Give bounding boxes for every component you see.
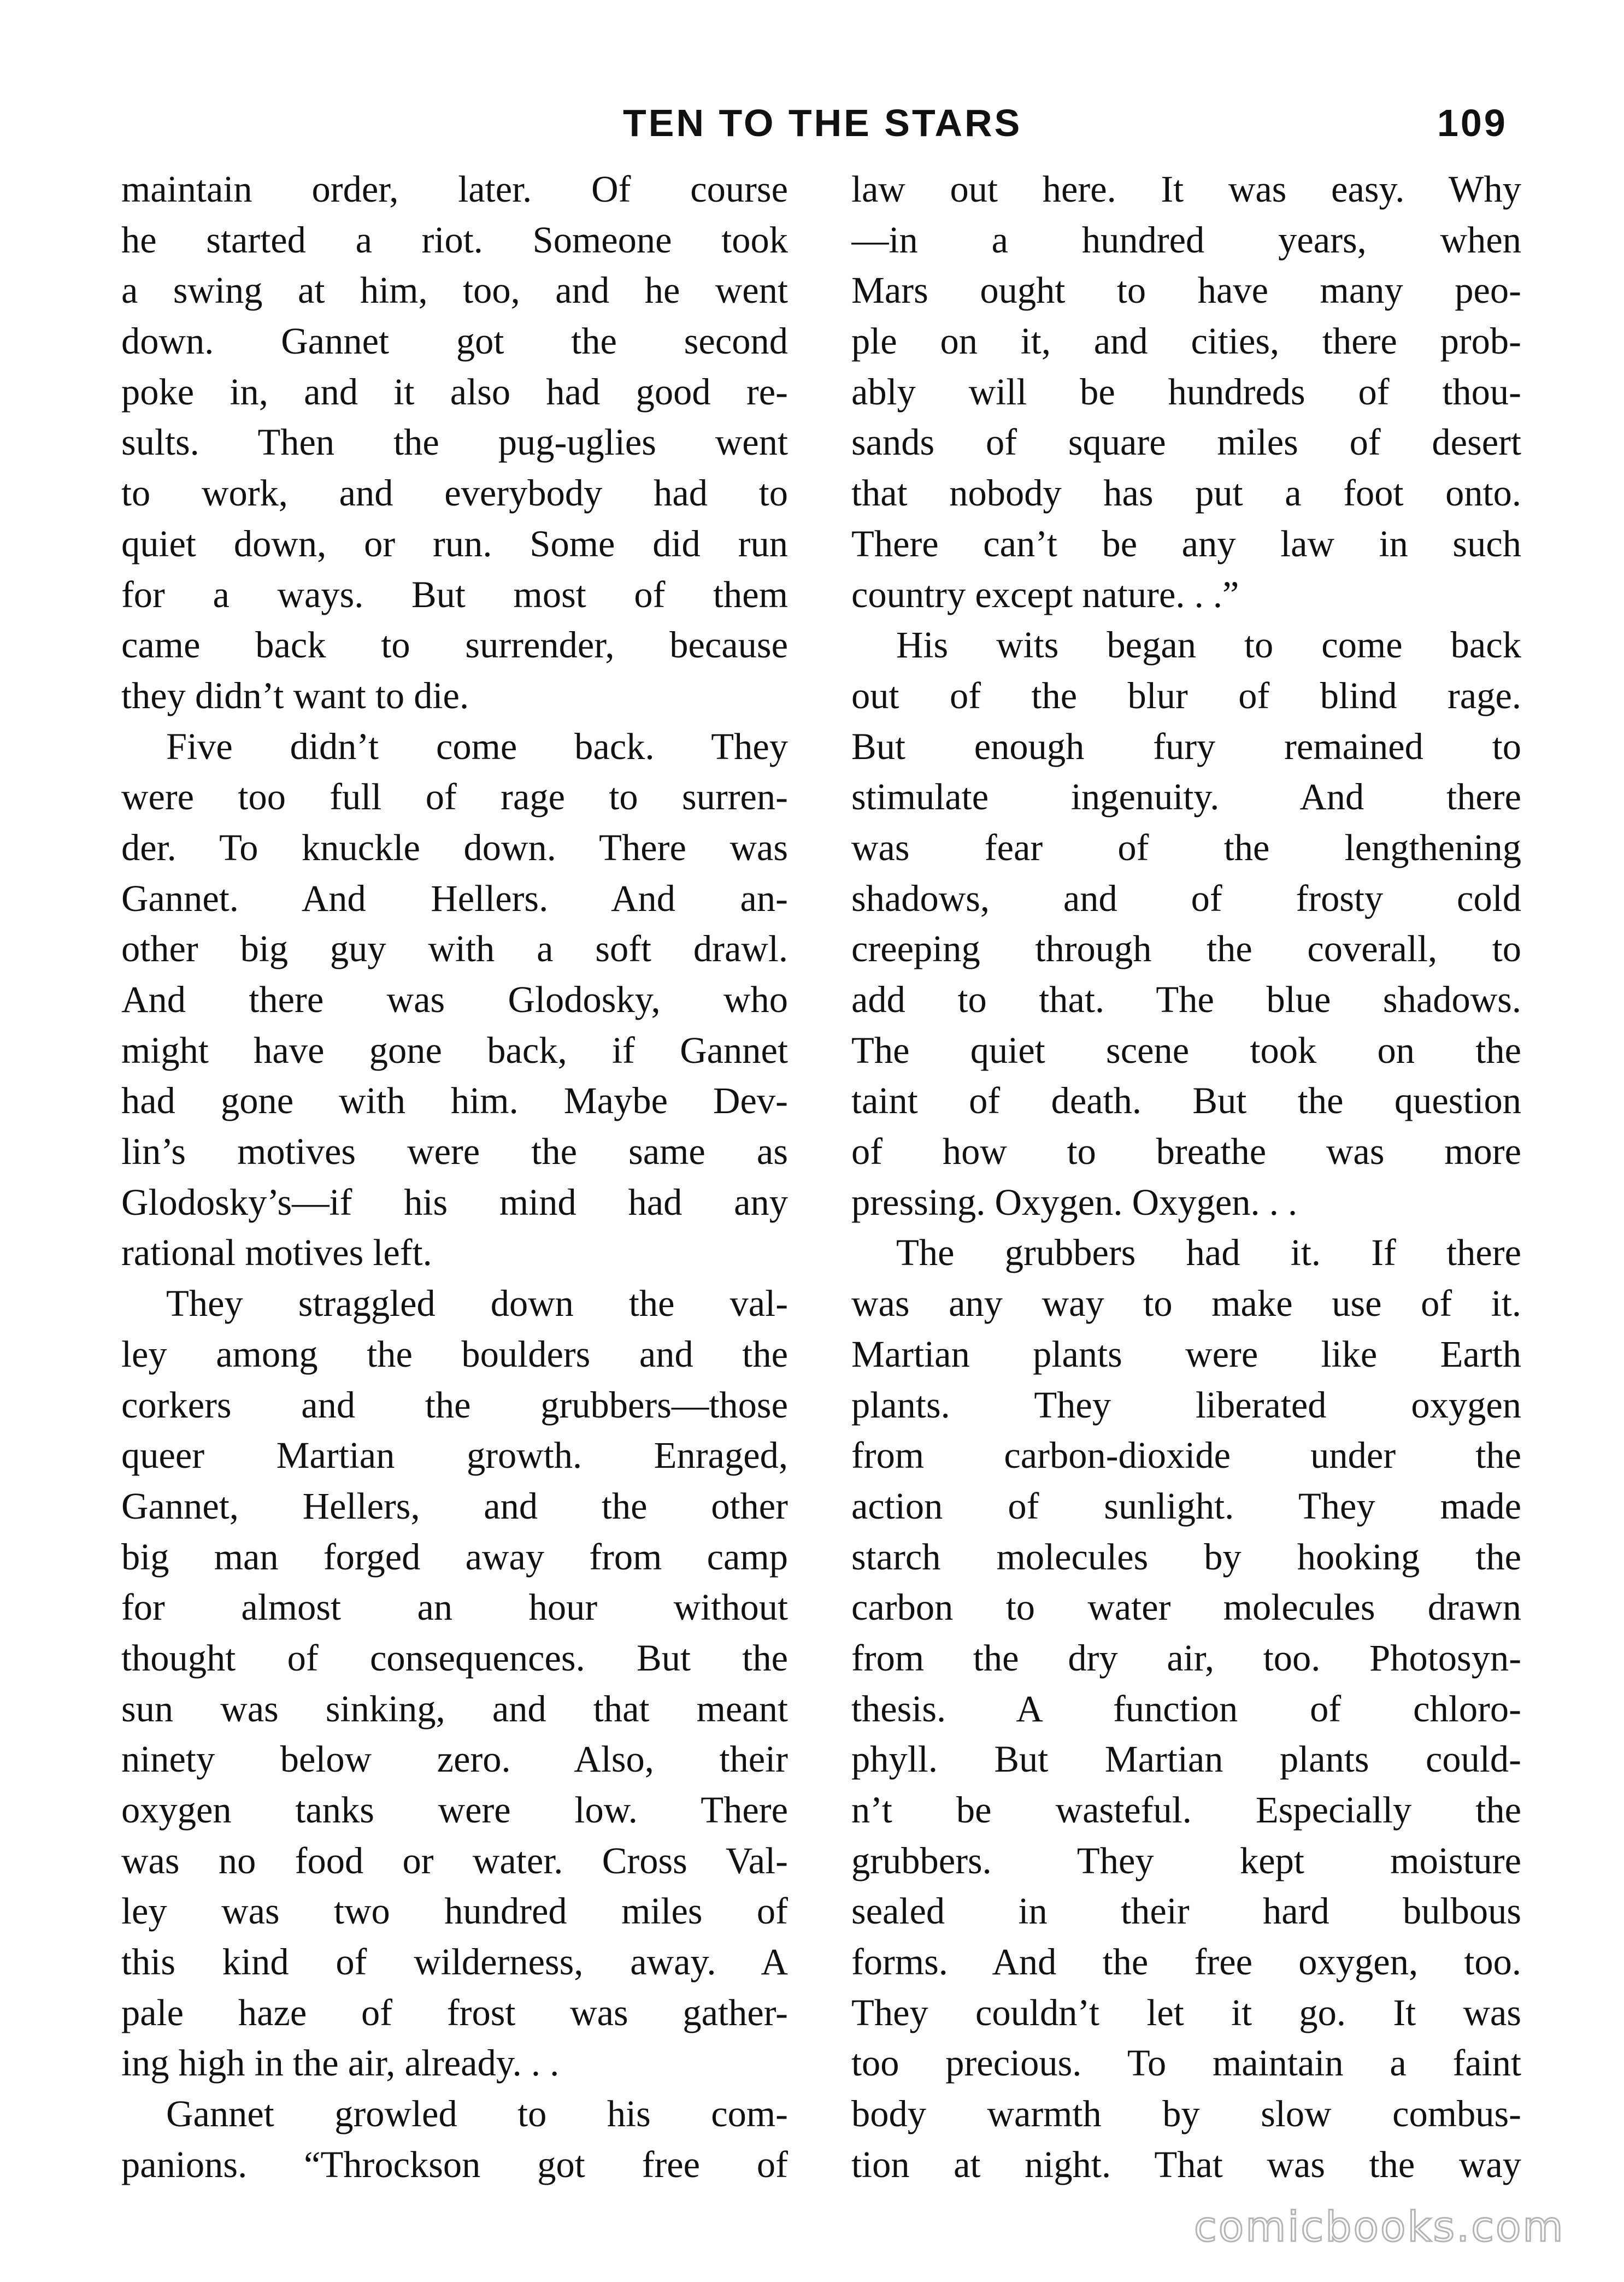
text-line: a swing at him, too, and he went: [121, 269, 788, 311]
text-line: Martian plants were like Earth: [851, 1333, 1521, 1375]
text-line: they didn’t want to die.: [121, 674, 469, 716]
text-line: Mars ought to have many peo-: [851, 269, 1521, 311]
text-line: And there was Glodosky, who: [121, 979, 788, 1020]
text-line: grubbers. They kept moisture: [851, 1839, 1521, 1881]
text-line: They couldn’t let it go. It was: [851, 1991, 1521, 2033]
text-line: too precious. To maintain a faint: [851, 2042, 1521, 2084]
text-line: from carbon-dioxide under the: [851, 1434, 1521, 1477]
text-line: creeping through the coverall, to: [851, 928, 1521, 970]
text-line: sults. Then the pug-uglies went: [121, 421, 788, 463]
text-line: The grubbers had it. If there: [896, 1232, 1521, 1274]
text-line: forms. And the free oxygen, too.: [851, 1941, 1521, 1983]
text-line: pressing. Oxygen. Oxygen. . .: [851, 1181, 1298, 1223]
text-line: law out here. It was easy. Why: [851, 168, 1521, 210]
text-line: poke in, and it also had good re-: [121, 370, 788, 413]
text-line: —in a hundred years, when: [851, 219, 1521, 261]
text-line: thought of consequences. But the: [121, 1637, 788, 1679]
text-line: that nobody has put a foot onto.: [851, 472, 1521, 514]
text-line: starch molecules by hooking the: [851, 1536, 1521, 1578]
text-line: ing high in the air, already. . .: [121, 2042, 560, 2084]
running-title: TEN TO THE STARS: [623, 102, 1022, 144]
text-line: carbon to water molecules drawn: [851, 1586, 1521, 1628]
text-line: this kind of wilderness, away. A: [121, 1941, 788, 1983]
text-line: plants. They liberated oxygen: [851, 1384, 1521, 1426]
text-line: quiet down, or run. Some did run: [121, 522, 788, 564]
text-column-right: [851, 164, 1521, 2197]
text-line: country except nature. . .”: [851, 573, 1239, 615]
text-line: body warmth by slow combus-: [851, 2093, 1521, 2135]
text-line: was any way to make use of it.: [851, 1283, 1521, 1325]
text-line: There can’t be any law in such: [851, 522, 1521, 564]
text-line: pale haze of frost was gather-: [121, 1991, 788, 2033]
text-line: thesis. A function of chloro-: [851, 1687, 1521, 1730]
text-line: were too full of rage to surren-: [121, 776, 788, 818]
text-line: had gone with him. Maybe Dev-: [121, 1080, 788, 1122]
text-line: shadows, and of frosty cold: [851, 877, 1521, 919]
text-line: oxygen tanks were low. There: [121, 1789, 788, 1831]
text-line: ple on it, and cities, there prob-: [851, 320, 1521, 362]
text-line: down. Gannet got the second: [121, 320, 788, 362]
text-line: der. To knuckle down. There was: [121, 826, 788, 868]
text-line: rational motives left.: [121, 1232, 432, 1274]
text-line: was no food or water. Cross Val-: [121, 1839, 788, 1881]
text-line: for a ways. But most of them: [121, 573, 788, 615]
text-line: from the dry air, too. Photosyn-: [851, 1637, 1521, 1679]
page-number: 109: [1437, 102, 1508, 144]
text-line: corkers and the grubbers—those: [121, 1384, 788, 1426]
text-line: The quiet scene took on the: [851, 1029, 1521, 1071]
watermark: comicbooks.com: [1194, 2202, 1565, 2251]
text-line: panions. “Throckson got free of: [121, 2143, 788, 2185]
text-line: add to that. The blue shadows.: [851, 979, 1521, 1020]
text-line: They straggled down the val-: [166, 1283, 788, 1325]
text-line: tion at night. That was the way: [851, 2143, 1521, 2185]
text-line: came back to surrender, because: [121, 624, 788, 666]
text-line: might have gone back, if Gannet: [121, 1029, 788, 1071]
text-line: Gannet, Hellers, and the other: [121, 1485, 788, 1527]
text-line: Gannet growled to his com-: [166, 2093, 788, 2135]
text-line: big man forged away from camp: [121, 1536, 788, 1578]
text-line: Five didn’t come back. They: [166, 725, 788, 767]
text-line: other big guy with a soft drawl.: [121, 928, 788, 970]
text-line: action of sunlight. They made: [851, 1485, 1521, 1527]
text-line: ninety below zero. Also, their: [121, 1738, 788, 1780]
text-line: ley was two hundred miles of: [121, 1890, 788, 1932]
text-line: ley among the boulders and the: [121, 1333, 788, 1375]
page-header: [0, 93, 1624, 153]
text-line: ably will be hundreds of thou-: [851, 370, 1521, 413]
text-line: maintain order, later. Of course: [121, 168, 788, 210]
text-line: sands of square miles of desert: [851, 421, 1521, 463]
text-line: he started a riot. Someone took: [121, 219, 788, 261]
text-column-left: [121, 164, 788, 2197]
text-line: sun was sinking, and that meant: [121, 1687, 788, 1730]
text-line: His wits began to come back: [896, 624, 1521, 666]
text-line: Glodosky’s—if his mind had any: [121, 1181, 788, 1223]
text-line: for almost an hour without: [121, 1586, 788, 1628]
text-line: lin’s motives were the same as: [121, 1131, 788, 1173]
text-line: Gannet. And Hellers. And an-: [121, 877, 788, 919]
text-line: n’t be wasteful. Especially the: [851, 1789, 1521, 1831]
text-line: stimulate ingenuity. And there: [851, 776, 1521, 818]
text-line: out of the blur of blind rage.: [851, 674, 1521, 716]
text-line: queer Martian growth. Enraged,: [121, 1434, 788, 1477]
text-line: But enough fury remained to: [851, 725, 1521, 767]
text-line: taint of death. But the question: [851, 1080, 1521, 1122]
text-line: to work, and everybody had to: [121, 472, 788, 514]
text-line: sealed in their hard bulbous: [851, 1890, 1521, 1932]
text-line: of how to breathe was more: [851, 1131, 1521, 1173]
text-line: was fear of the lengthening: [851, 826, 1521, 868]
text-line: phyll. But Martian plants could-: [851, 1738, 1521, 1780]
